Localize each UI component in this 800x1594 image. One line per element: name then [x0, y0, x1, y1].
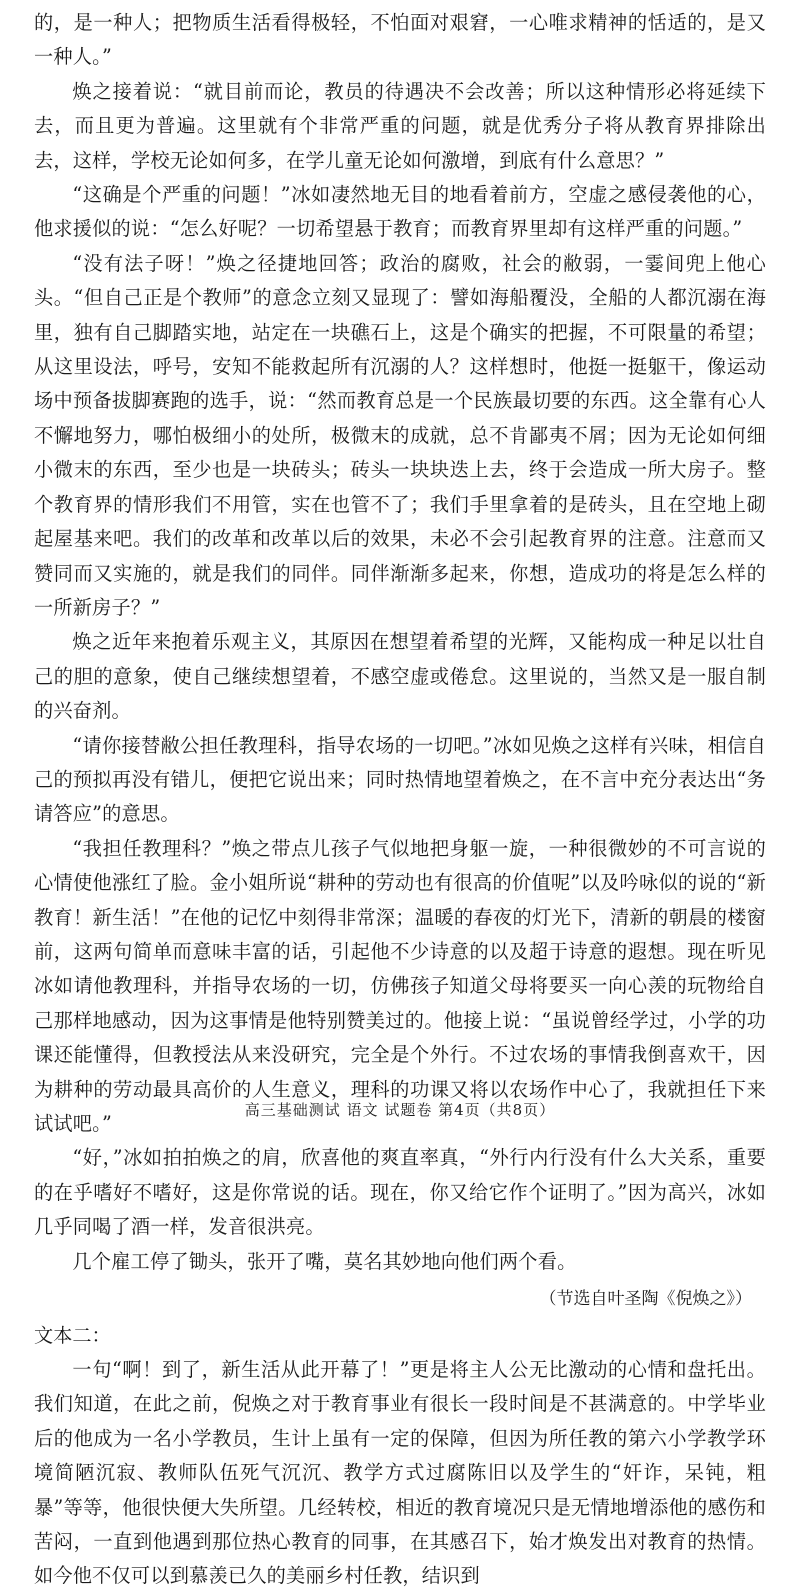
paragraph: 的，是一种人；把物质生活看得极轻，不怕面对艰窘，一心唯求精神的恬适的，是又一种人。” — [34, 11, 766, 69]
section-label: 文本二： — [34, 1324, 111, 1348]
source-citation: （节选自叶圣陶《倪焕之》） — [539, 1289, 752, 1310]
paragraph: 一句“啊！到了，新生活从此开幕了！”更是将主人公无比激动的心情和盘托出。我们知道，在此之前，倪焕之对于教育事业有很长一段时间是不甚满意的。中学毕业后的他成为一名小学教员，生计上虽有一定的保障，但因为所任教的第六小学教学环境简陋沉寂、教师队伍死气沉沉、教学方式过腐陈旧以及学生的“奸诈，呆钝，粗暴”等等，他很快便大失所望。几经转校，相近的教育境况只是无情地增添他的感伤和苦闷，一直到他遇到那位热心教育的同事，在其感召下，始才焕发出对教育的热情。如今他不仅可以到慕羡已久的美丽乡村任教，结识到 — [34, 1358, 766, 1588]
paragraph: “我担任教理科？”焕之带点儿孩子气似地把身躯一旋，一种很微妙的不可言说的心情使他涨红了脸。金小姐所说“耕种的劳动也有很高的价值呢”以及吟咏似的说的“新教育！新生活！”在他的记忆中刻得非常深；温暖的春夜的灯光下，清新的朝晨的楼窗前，这两句简单而意味丰富的话，引起他不少诗意的以及超于诗意的遐想。现在听见冰如请他教理科，并指导农场的一切，仿佛孩子知道父母将要买一向心羡的玩物给自己那样地感动，因为这事情是他特别赞美过的。他接上说：“虽说曾经学过，小学的功课还能懂得，但教授法从来没研究，完全是个外行。不过农场的事情我倒喜欢干，因为耕种的劳动最具高价的人生意义，理科的功课又将以农场作中心了，我就担任下来试试吧。” — [34, 836, 766, 1135]
paragraph: “好，”冰如拍拍焕之的肩，欣喜他的爽直率真，“外行内行没有什么大关系，重要的在乎嗜好不嗜好，这是你常说的话。现在，你又给它作个证明了。”因为高兴，冰如几乎同喝了酒一样，发音很洪亮。 — [34, 1146, 766, 1239]
paragraph: 焕之接着说：“就目前而论，教员的待遇决不会改善；所以这种情形必将延续下去，而且更为普遍。这里就有个非常严重的问题，就是优秀分子将从教育界排除出去，这样，学校无论如何多，在学儿童无论如何激增，到底有什么意思？” — [34, 79, 766, 172]
paragraph: 焕之近年来抱着乐观主义，其原因在想望着希望的光辉，又能构成一种足以壮自己的胆的意象，使自己继续想望着，不感空虚或倦怠。这里说的，当然又是一服自制的兴奋剂。 — [34, 630, 766, 723]
paragraph: “请你接替敝公担任教理科，指导农场的一切吧。”冰如见焕之这样有兴味，相信自己的预拟再没有错儿，便把它说出来；同时热情地望着焕之，在不言中充分表达出“务请答应”的意思。 — [34, 733, 766, 826]
paragraph: 几个雇工停了锄头，张开了嘴，莫名其妙地向他们两个看。 — [72, 1249, 577, 1273]
paragraph: “没有法子呀！”焕之径捷地回答；政治的腐败，社会的敝弱，一霎间兜上他心头。“但自己正是个教师”的意念立刻又显现了：譬如海船覆没，全船的人都沉溺在海里，独有自己脚踏实地，站定在一块礁石上，这是个确实的把握，不可限量的希望；从这里设法，呼号，安知不能救起所有沉溺的人？这样想时，他挺一挺躯干，像运动场中预备拔脚赛跑的选手，说：“然而教育总是一个民族最切要的东西。这全靠有心人不懈地努力，哪怕极细小的处所，极微末的成就，总不肯鄙夷不屑；因为无论如何细小微末的东西，至少也是一块砖头；砖头一块块迭上去，终于会造成一所大房子。整个教育界的情形我们不用管，实在也管不了；我们手里拿着的是砖头，且在空地上砌起屋基来吧。我们的改革和改革以后的效果，未必不会引起教育界的注意。注意而又赞同而又实施的，就是我们的同伴。同伴渐渐多起来，你想，造成功的将是怎么样的一所新房子？” — [34, 251, 766, 619]
page-footer: 高三基础测试 语文 试题卷 第4页（共8页） — [244, 1101, 556, 1119]
paragraph: “这确是个严重的问题！”冰如凄然地无目的地看着前方，空虚之感侵袭他的心，他求援似的说：“怎么好呢？一切希望悬于教育；而教育界里却有这样严重的问题。” — [34, 183, 766, 241]
passage-two — [34, 1319, 766, 1594]
